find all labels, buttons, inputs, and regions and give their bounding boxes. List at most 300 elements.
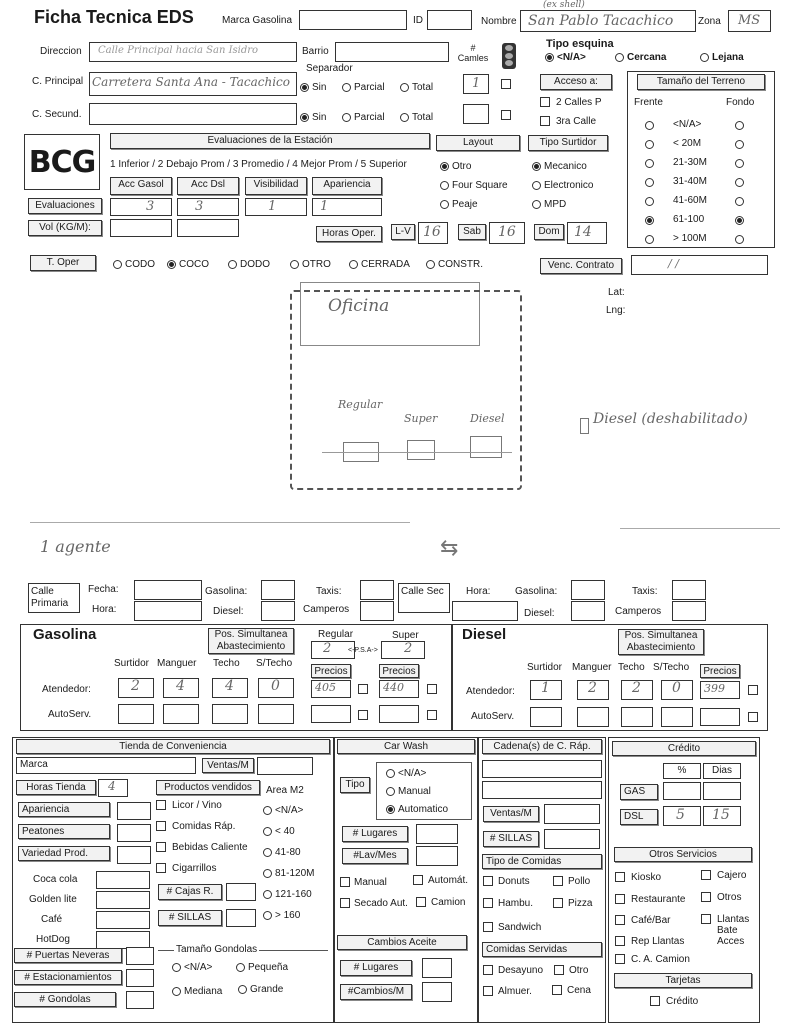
form-title: Ficha Tecnica EDS — [34, 7, 194, 27]
col-acc-dsl: Acc Dsl — [177, 177, 239, 195]
tarjetas-title: Tarjetas — [614, 973, 752, 988]
camperos-field-2[interactable] — [672, 601, 706, 621]
taxis-label-2: Taxis: — [632, 586, 658, 597]
tienda-left-field-0[interactable] — [117, 802, 151, 820]
acceso-2calles-check[interactable] — [540, 97, 550, 107]
diesel-autoserv-field-1[interactable] — [577, 707, 609, 727]
t-oper-option-2[interactable]: DODO — [228, 259, 270, 270]
gasolina-autoserv-check-1[interactable] — [358, 710, 368, 720]
cadena-sandwich-check[interactable] — [483, 922, 493, 932]
camles-secund-check[interactable] — [501, 110, 511, 120]
c-principal-value: Carretera Santa Ana - Tacachico — [92, 75, 290, 89]
carwash-automatico[interactable]: Automatico — [386, 804, 448, 815]
camles-principal-value: 1 — [472, 76, 481, 91]
barrio-field[interactable] — [335, 42, 449, 62]
marca-label: Marca Gasolina — [222, 15, 293, 26]
gasolina-precio-regular-value: 405 — [315, 681, 336, 694]
t-oper-option-0[interactable]: CODO — [113, 259, 155, 270]
tienda-horas-value: 4 — [108, 779, 116, 793]
gasolina-autoserv-field-1[interactable] — [163, 704, 199, 724]
layout-option-2[interactable]: Peaje — [440, 199, 478, 210]
layout-label: Layout — [436, 135, 520, 151]
cambios-mes-label: #Cambios/M — [340, 984, 412, 1000]
sep-secund-parcial[interactable]: Parcial — [342, 112, 385, 123]
gasolina-autoserv-field-0[interactable] — [118, 704, 154, 724]
gasolina-precio-super-check[interactable] — [427, 684, 437, 694]
fondo-radio-4[interactable] — [735, 196, 747, 207]
sketch-super: Super — [404, 412, 438, 425]
cadena-field-2[interactable] — [482, 781, 602, 799]
tienda-estac-field[interactable] — [126, 969, 154, 987]
cambios-title: Cambios Aceite — [337, 935, 467, 950]
carwash-lugares-field[interactable] — [416, 824, 458, 844]
cambios-mes-field[interactable] — [422, 982, 452, 1002]
calle-sec-label: Calle Sec — [398, 583, 450, 613]
terreno-option-5: 61-100 — [673, 214, 705, 225]
tienda-left-label-0: Apariencia — [18, 802, 110, 817]
tienda-left-label-1: Peatones — [18, 824, 110, 839]
gasolina-atendedor-label: Atendedor: — [42, 684, 91, 695]
credito-title: Crédito — [612, 741, 756, 756]
sep-principal-sin[interactable]: Sin — [300, 82, 326, 93]
camles-secund-field[interactable] — [463, 104, 489, 124]
cadena-donuts-label: Donuts — [498, 876, 530, 887]
separador-label: Separador — [306, 63, 353, 74]
evaluaciones-scale: 1 Inferior / 2 Debajo Prom / 3 Promedio / 4 Mejor Prom / 5 Superior — [110, 159, 407, 170]
road-line-left — [30, 522, 410, 523]
cadena-title: Cadena(s) de C. Ráp. — [482, 739, 602, 754]
lv-value: 16 — [423, 224, 441, 240]
gasolina-psa: <-P.S.A-> — [348, 647, 378, 654]
nombre-label: Nombre — [481, 16, 517, 27]
terreno-option-4: 41-60M — [673, 195, 707, 206]
marca-field[interactable] — [299, 10, 407, 30]
hora-label-1: Hora: — [92, 604, 117, 615]
diesel-precios-label: Precios — [700, 664, 740, 678]
tienda-ventas-field[interactable] — [257, 757, 313, 775]
otros-label-1: Cajero — [717, 870, 747, 881]
gondola-na[interactable]: <N/A> — [172, 962, 212, 973]
area-option-2[interactable]: 41-80 — [263, 847, 301, 858]
producto-check-1[interactable] — [156, 821, 166, 831]
camperos-label-2: Camperos — [615, 606, 662, 617]
esquina-na[interactable]: <N/A> — [545, 52, 586, 63]
cadena-almuer-check[interactable] — [483, 986, 493, 996]
frente-radio-6[interactable] — [645, 234, 657, 245]
area-option-0[interactable]: <N/A> — [263, 805, 303, 816]
gasolina-autoserv-precio-2[interactable] — [379, 705, 419, 723]
carwash-lavmes-label: #Lav/Mes — [342, 848, 408, 864]
otros-check-7[interactable] — [615, 954, 625, 964]
cadena-pollo-label: Pollo — [568, 876, 591, 887]
frente-radio-3[interactable] — [645, 177, 657, 188]
pump-super — [407, 440, 435, 460]
frente-radio-4[interactable] — [645, 196, 657, 207]
acceso-3ra-label: 3ra Calle — [556, 116, 597, 127]
cadena-hambu-label: Hambu. — [498, 898, 534, 909]
fondo-label: Fondo — [726, 97, 755, 108]
gasolina-field-2[interactable] — [571, 580, 605, 600]
bcg-logo: BCG — [24, 134, 100, 190]
esquina-lejana[interactable]: Lejana — [700, 52, 744, 63]
otros-title: Otros Servicios — [614, 847, 752, 862]
tienda-left-field-1[interactable] — [117, 824, 151, 842]
terreno-option-3: 31-40M — [673, 176, 707, 187]
lng-label: Lng: — [606, 305, 626, 316]
surtidor-option-1[interactable]: Electronico — [532, 180, 593, 191]
fecha-label-1: Fecha: — [88, 584, 119, 595]
otros-label-2: Restaurante — [631, 894, 686, 905]
venc-contrato-label: Venc. Contrato — [540, 258, 622, 274]
otros-check-3[interactable] — [701, 892, 711, 902]
area-option-3[interactable]: 81-120M — [263, 868, 314, 879]
venc-contrato-value: / / — [668, 257, 679, 270]
cadena-hambu-check[interactable] — [483, 898, 493, 908]
camperos-label-1: Camperos — [303, 604, 350, 615]
gasolina-autoserv-precio-1[interactable] — [311, 705, 351, 723]
gasolina-pos-label: Pos. Simultanea Abastecimiento — [208, 628, 294, 654]
gasolina-precios-label-2: Precios — [379, 664, 419, 678]
otros-label-6: Rep Llantas — [631, 936, 685, 947]
brand-field-0[interactable] — [96, 871, 150, 889]
area-option-5[interactable]: > 160 — [263, 910, 300, 921]
diesel-autoserv-check[interactable] — [748, 712, 758, 722]
eval-visibilidad-value: 1 — [268, 199, 277, 214]
tienda-left-field-2[interactable] — [117, 846, 151, 864]
gasolina-atendedor-value-1: 4 — [176, 678, 185, 694]
tienda-marca-label: Marca — [20, 759, 48, 770]
brand-field-1[interactable] — [96, 891, 150, 909]
cadena-sillas-field[interactable] — [544, 829, 600, 849]
cambios-lugares-field[interactable] — [422, 958, 452, 978]
tienda-gondolas-label: # Gondolas — [14, 992, 116, 1007]
carwash-manual-check[interactable] — [340, 877, 350, 887]
diesel-title: Diesel — [462, 626, 507, 643]
diesel-autoserv-precio[interactable] — [700, 708, 740, 726]
hora-field-1[interactable] — [134, 601, 202, 621]
gasolina-col-stecho: S/Techo — [256, 658, 293, 669]
taxis-field-1[interactable] — [360, 580, 394, 600]
tienda-ventas-label: Ventas/M — [202, 758, 254, 773]
sep-secund-sin[interactable]: Sin — [300, 112, 326, 123]
surtidor-label: Tipo Surtidor — [528, 135, 608, 151]
id-label: ID — [413, 15, 423, 26]
gasolina-super-value: 2 — [404, 641, 413, 656]
diesel-atendedor-value-3: 0 — [672, 680, 681, 696]
tienda-cajas-field[interactable] — [226, 883, 256, 901]
carwash-secado-check[interactable] — [340, 898, 350, 908]
carwash-camion-check[interactable] — [416, 897, 426, 907]
gasolina-precio-regular-check[interactable] — [358, 684, 368, 694]
sab-label: Sab — [458, 224, 486, 240]
traffic-light-icon — [502, 43, 516, 69]
gasolina-regular-label: Regular — [318, 629, 354, 640]
fondo-radio-2[interactable] — [735, 158, 747, 169]
nombre-value: San Pablo Tacachico — [528, 13, 674, 29]
gasolina-col-surtidor: Surtidor — [114, 658, 150, 669]
acceso-2calles-label: 2 Calles P — [556, 97, 602, 108]
gasolina-label-1: Gasolina: — [205, 586, 248, 597]
cadena-tipo-label: Tipo de Comidas — [482, 854, 602, 869]
credito-gas-pct[interactable] — [663, 782, 701, 800]
otros-label-5: Llantas Bate Acces — [717, 914, 750, 947]
diesel-atendedor-value-1: 2 — [588, 680, 597, 696]
sab-value: 16 — [498, 224, 516, 240]
sketch-regular: Regular — [338, 398, 383, 411]
diesel-col-techo: Techo — [618, 662, 645, 673]
direccion-value: Calle Principal hacia San Isidro — [98, 45, 259, 56]
taxis-label-1: Taxis: — [316, 586, 342, 597]
cadena-donuts-check[interactable] — [483, 876, 493, 886]
diesel-autoserv-field-3[interactable] — [661, 707, 693, 727]
diesel-field-1[interactable] — [261, 601, 295, 621]
tienda-estac-label: # Estacionamientos — [14, 970, 122, 985]
brand-label-3: HotDog — [36, 934, 70, 945]
diesel-atendedor-label: Atendedor: — [466, 686, 515, 697]
diesel-autoserv-label: AutoServ. — [471, 711, 515, 722]
sep-secund-total[interactable]: Total — [400, 112, 433, 123]
camles-label: # Camles — [457, 43, 489, 63]
evaluaciones-row-label: Evaluaciones — [28, 198, 102, 214]
fondo-radio-3[interactable] — [735, 177, 747, 188]
producto-label-0: Licor / Vino — [172, 800, 222, 811]
frente-radio-0[interactable] — [645, 120, 657, 131]
otros-check-4[interactable] — [615, 915, 625, 925]
gasolina-col-manguer: Manguer — [157, 658, 197, 669]
tienda-productos-label: Productos vendidos — [156, 780, 260, 795]
gasolina-col-techo: Techo — [213, 658, 240, 669]
credito-gas-label: GAS — [620, 784, 658, 800]
gasolina-super-psa[interactable] — [381, 641, 425, 659]
carwash-automat-check[interactable] — [413, 875, 423, 885]
gasolina-field-1[interactable] — [261, 580, 295, 600]
producto-label-3: Cigarrillos — [172, 863, 217, 874]
otros-check-1[interactable] — [701, 870, 711, 880]
gasolina-precio-super-value: 440 — [383, 681, 404, 694]
carwash-automat-label: Automát. — [428, 875, 469, 886]
cadena-ventas-field[interactable] — [544, 804, 600, 824]
tienda-puertas-field[interactable] — [126, 947, 154, 965]
sketch-agente: 1 agente — [40, 537, 111, 556]
gasolina-autoserv-check-2[interactable] — [427, 710, 437, 720]
producto-check-2[interactable] — [156, 842, 166, 852]
diesel-note-box — [580, 418, 589, 434]
gasolina-atendedor-value-0: 2 — [131, 678, 140, 694]
area-option-4[interactable]: 121-160 — [263, 889, 312, 900]
brand-field-2[interactable] — [96, 911, 150, 929]
fondo-radio-5[interactable] — [735, 215, 747, 226]
eval-acc-dsl[interactable] — [177, 198, 239, 216]
layout-option-1[interactable]: Four Square — [440, 180, 508, 191]
producto-label-1: Comidas Ráp. — [172, 821, 236, 832]
c-secund-field[interactable] — [89, 103, 297, 125]
tienda-tamano-frame — [158, 950, 328, 1006]
acceso-label: Acceso a: — [540, 74, 612, 90]
vol-field-1[interactable] — [110, 219, 172, 237]
diesel-atendedor-value-2: 2 — [632, 680, 641, 696]
sep-principal-parcial[interactable]: Parcial — [342, 82, 385, 93]
cambios-lugares-label: # Lugares — [340, 960, 412, 976]
producto-check-0[interactable] — [156, 800, 166, 810]
otros-label-0: Kiosko — [631, 872, 662, 883]
id-field[interactable] — [427, 10, 472, 30]
area-option-1[interactable]: < 40 — [263, 826, 295, 837]
tienda-sillas-field[interactable] — [226, 909, 256, 927]
diesel-label-1: Diesel: — [213, 606, 244, 617]
carwash-manual[interactable]: Manual — [386, 786, 431, 797]
eval-acc-gasol[interactable] — [110, 198, 172, 216]
fondo-radio-6[interactable] — [735, 234, 747, 245]
gasolina-atendedor-value-3: 0 — [271, 678, 280, 694]
frente-radio-5[interactable] — [645, 215, 657, 226]
t-oper-label: T. Oper — [30, 255, 96, 271]
brand-label-1: Golden lite — [29, 894, 77, 905]
tienda-horas-label: Horas Tienda — [16, 780, 96, 795]
dom-value: 14 — [574, 224, 592, 240]
carwash-lugares-label: # Lugares — [342, 826, 408, 842]
tienda-gondolas-field[interactable] — [126, 991, 154, 1009]
carwash-secado-label: Secado Aut. — [354, 898, 408, 909]
cadena-field-1[interactable] — [482, 760, 602, 778]
camperos-field-1[interactable] — [360, 601, 394, 621]
producto-label-2: Bebidas Caliente — [172, 842, 248, 853]
otros-check-0[interactable] — [615, 872, 625, 882]
sep-principal-total[interactable]: Total — [400, 82, 433, 93]
gondola-grande[interactable]: Grande — [238, 984, 283, 995]
fecha-field-1[interactable] — [134, 580, 202, 600]
fondo-radio-0[interactable] — [735, 120, 747, 131]
cadena-cena-check[interactable] — [552, 985, 562, 995]
diesel-autoserv-field-2[interactable] — [621, 707, 653, 727]
otros-check-5[interactable] — [701, 914, 711, 924]
venc-contrato-field[interactable] — [631, 255, 768, 275]
barrio-label: Barrio — [302, 46, 329, 57]
brand-label-2: Café — [41, 914, 63, 925]
producto-check-3[interactable] — [156, 863, 166, 873]
tienda-tamano-label: Tamaño Gondolas — [176, 944, 258, 955]
brand-label-0: Coca cola — [33, 874, 78, 885]
gasolina-atendedor-value-2: 4 — [225, 678, 234, 694]
hora-field-2[interactable] — [452, 601, 518, 621]
traffic-arrow-icon: ⇆ — [440, 535, 459, 560]
frente-radio-2[interactable] — [645, 158, 657, 169]
tarjeta-credito-label: Crédito — [666, 996, 699, 1007]
credito-gas-dias[interactable] — [703, 782, 741, 800]
tarjeta-credito-check[interactable] — [650, 996, 660, 1006]
gondola-mediana[interactable]: Mediana — [172, 986, 222, 997]
otros-label-7: C. A. Camion — [631, 954, 690, 965]
tienda-marca-field[interactable] — [16, 757, 196, 774]
acceso-3ra-check[interactable] — [540, 116, 550, 126]
diesel-autoserv-field-0[interactable] — [530, 707, 562, 727]
diesel-atendedor-value-0: 1 — [541, 680, 550, 696]
road-line-right — [620, 528, 780, 529]
cadena-desayuno-label: Desayuno — [498, 965, 544, 976]
cadena-otro-check[interactable] — [554, 965, 564, 975]
vol-label: Vol (KG/M): — [28, 220, 102, 236]
tienda-area-label: Area M2 — [266, 785, 304, 796]
terreno-option-0: <N/A> — [673, 119, 702, 130]
carwash-na[interactable]: <N/A> — [386, 768, 426, 779]
cadena-sandwich-label: Sandwich — [498, 922, 542, 933]
station-outline — [290, 290, 522, 490]
gasolina-precios-label-1: Precios — [311, 664, 351, 678]
frente-radio-1[interactable] — [645, 139, 657, 150]
tienda-cajas-label: # Cajas R. — [158, 884, 222, 900]
lat-label: Lat: — [608, 287, 625, 298]
pump-diesel — [470, 436, 502, 458]
frente-label: Frente — [634, 97, 663, 108]
tienda-left-label-2: Variedad Prod. — [18, 846, 110, 861]
gondola-pequena[interactable]: Pequeña — [236, 962, 288, 973]
c-secund-label: C. Secund. — [32, 109, 82, 120]
cadena-otro-label: Otro — [569, 965, 589, 976]
otros-label-3: Otros — [717, 892, 742, 903]
direccion-label: Direccion — [40, 46, 82, 57]
diesel-col-manguer: Manguer — [572, 662, 612, 673]
zona-label: Zona — [698, 16, 721, 27]
col-acc-gasol: Acc Gasol — [110, 177, 172, 195]
credito-dias-header: Dias — [703, 763, 741, 779]
diesel-label-2: Diesel: — [524, 608, 555, 619]
gasolina-regular-value: 2 — [323, 641, 332, 656]
cadena-pizza-label: Pizza — [568, 898, 593, 909]
otros-label-4: Café/Bar — [631, 915, 671, 926]
layout-option-0[interactable]: Otro — [440, 161, 471, 172]
evaluaciones-title: Evaluaciones de la Estación — [110, 133, 430, 149]
cadena-pizza-check[interactable] — [553, 898, 563, 908]
tienda-sillas-label: # SILLAS — [158, 910, 222, 926]
carwash-camion-label: Camion — [431, 897, 466, 908]
diesel-field-2[interactable] — [571, 601, 605, 621]
carwash-tipo-label: Tipo — [340, 777, 370, 793]
horas-label: Horas Oper. — [316, 226, 382, 242]
tienda-title: Tienda de Conveniencia — [16, 739, 330, 754]
carwash-title: Car Wash — [337, 739, 475, 754]
t-oper-option-1[interactable]: COCO — [167, 259, 209, 270]
gasolina-autoserv-field-3[interactable] — [258, 704, 294, 724]
diesel-precio-value: 399 — [704, 682, 725, 695]
cadena-desayuno-check[interactable] — [483, 965, 493, 975]
eval-acc-dsl-value: 3 — [195, 199, 204, 214]
pump-line — [322, 452, 512, 453]
t-oper-option-4[interactable]: CERRADA — [349, 259, 410, 270]
vol-field-2[interactable] — [177, 219, 239, 237]
sketch-diesel-note: Diesel (deshabilitado) — [593, 411, 748, 427]
tienda-puertas-label: # Puertas Neveras — [14, 948, 122, 963]
surtidor-option-0[interactable]: Mecanico — [532, 161, 587, 172]
t-oper-option-3[interactable]: OTRO — [290, 259, 331, 270]
t-oper-option-5[interactable]: CONSTR. — [426, 259, 483, 270]
eval-apariencia-value: 1 — [320, 199, 329, 214]
taxis-field-2[interactable] — [672, 580, 706, 600]
carwash-lavmes-field[interactable] — [416, 846, 458, 866]
otros-check-2[interactable] — [615, 894, 625, 904]
dom-label: Dom — [534, 224, 564, 240]
esquina-cercana[interactable]: Cercana — [615, 52, 666, 63]
hora-label-2: Hora: — [466, 586, 491, 597]
camles-principal-check[interactable] — [501, 79, 511, 89]
gasolina-autoserv-field-2[interactable] — [212, 704, 248, 724]
diesel-precio-check[interactable] — [748, 685, 758, 695]
terreno-option-2: 21-30M — [673, 157, 707, 168]
terreno-option-6: > 100M — [673, 233, 707, 244]
credito-dsl-label: DSL — [620, 809, 658, 825]
cadena-pollo-check[interactable] — [553, 876, 563, 886]
otros-check-6[interactable] — [615, 936, 625, 946]
fondo-radio-1[interactable] — [735, 139, 747, 150]
surtidor-option-2[interactable]: MPD — [532, 199, 566, 210]
